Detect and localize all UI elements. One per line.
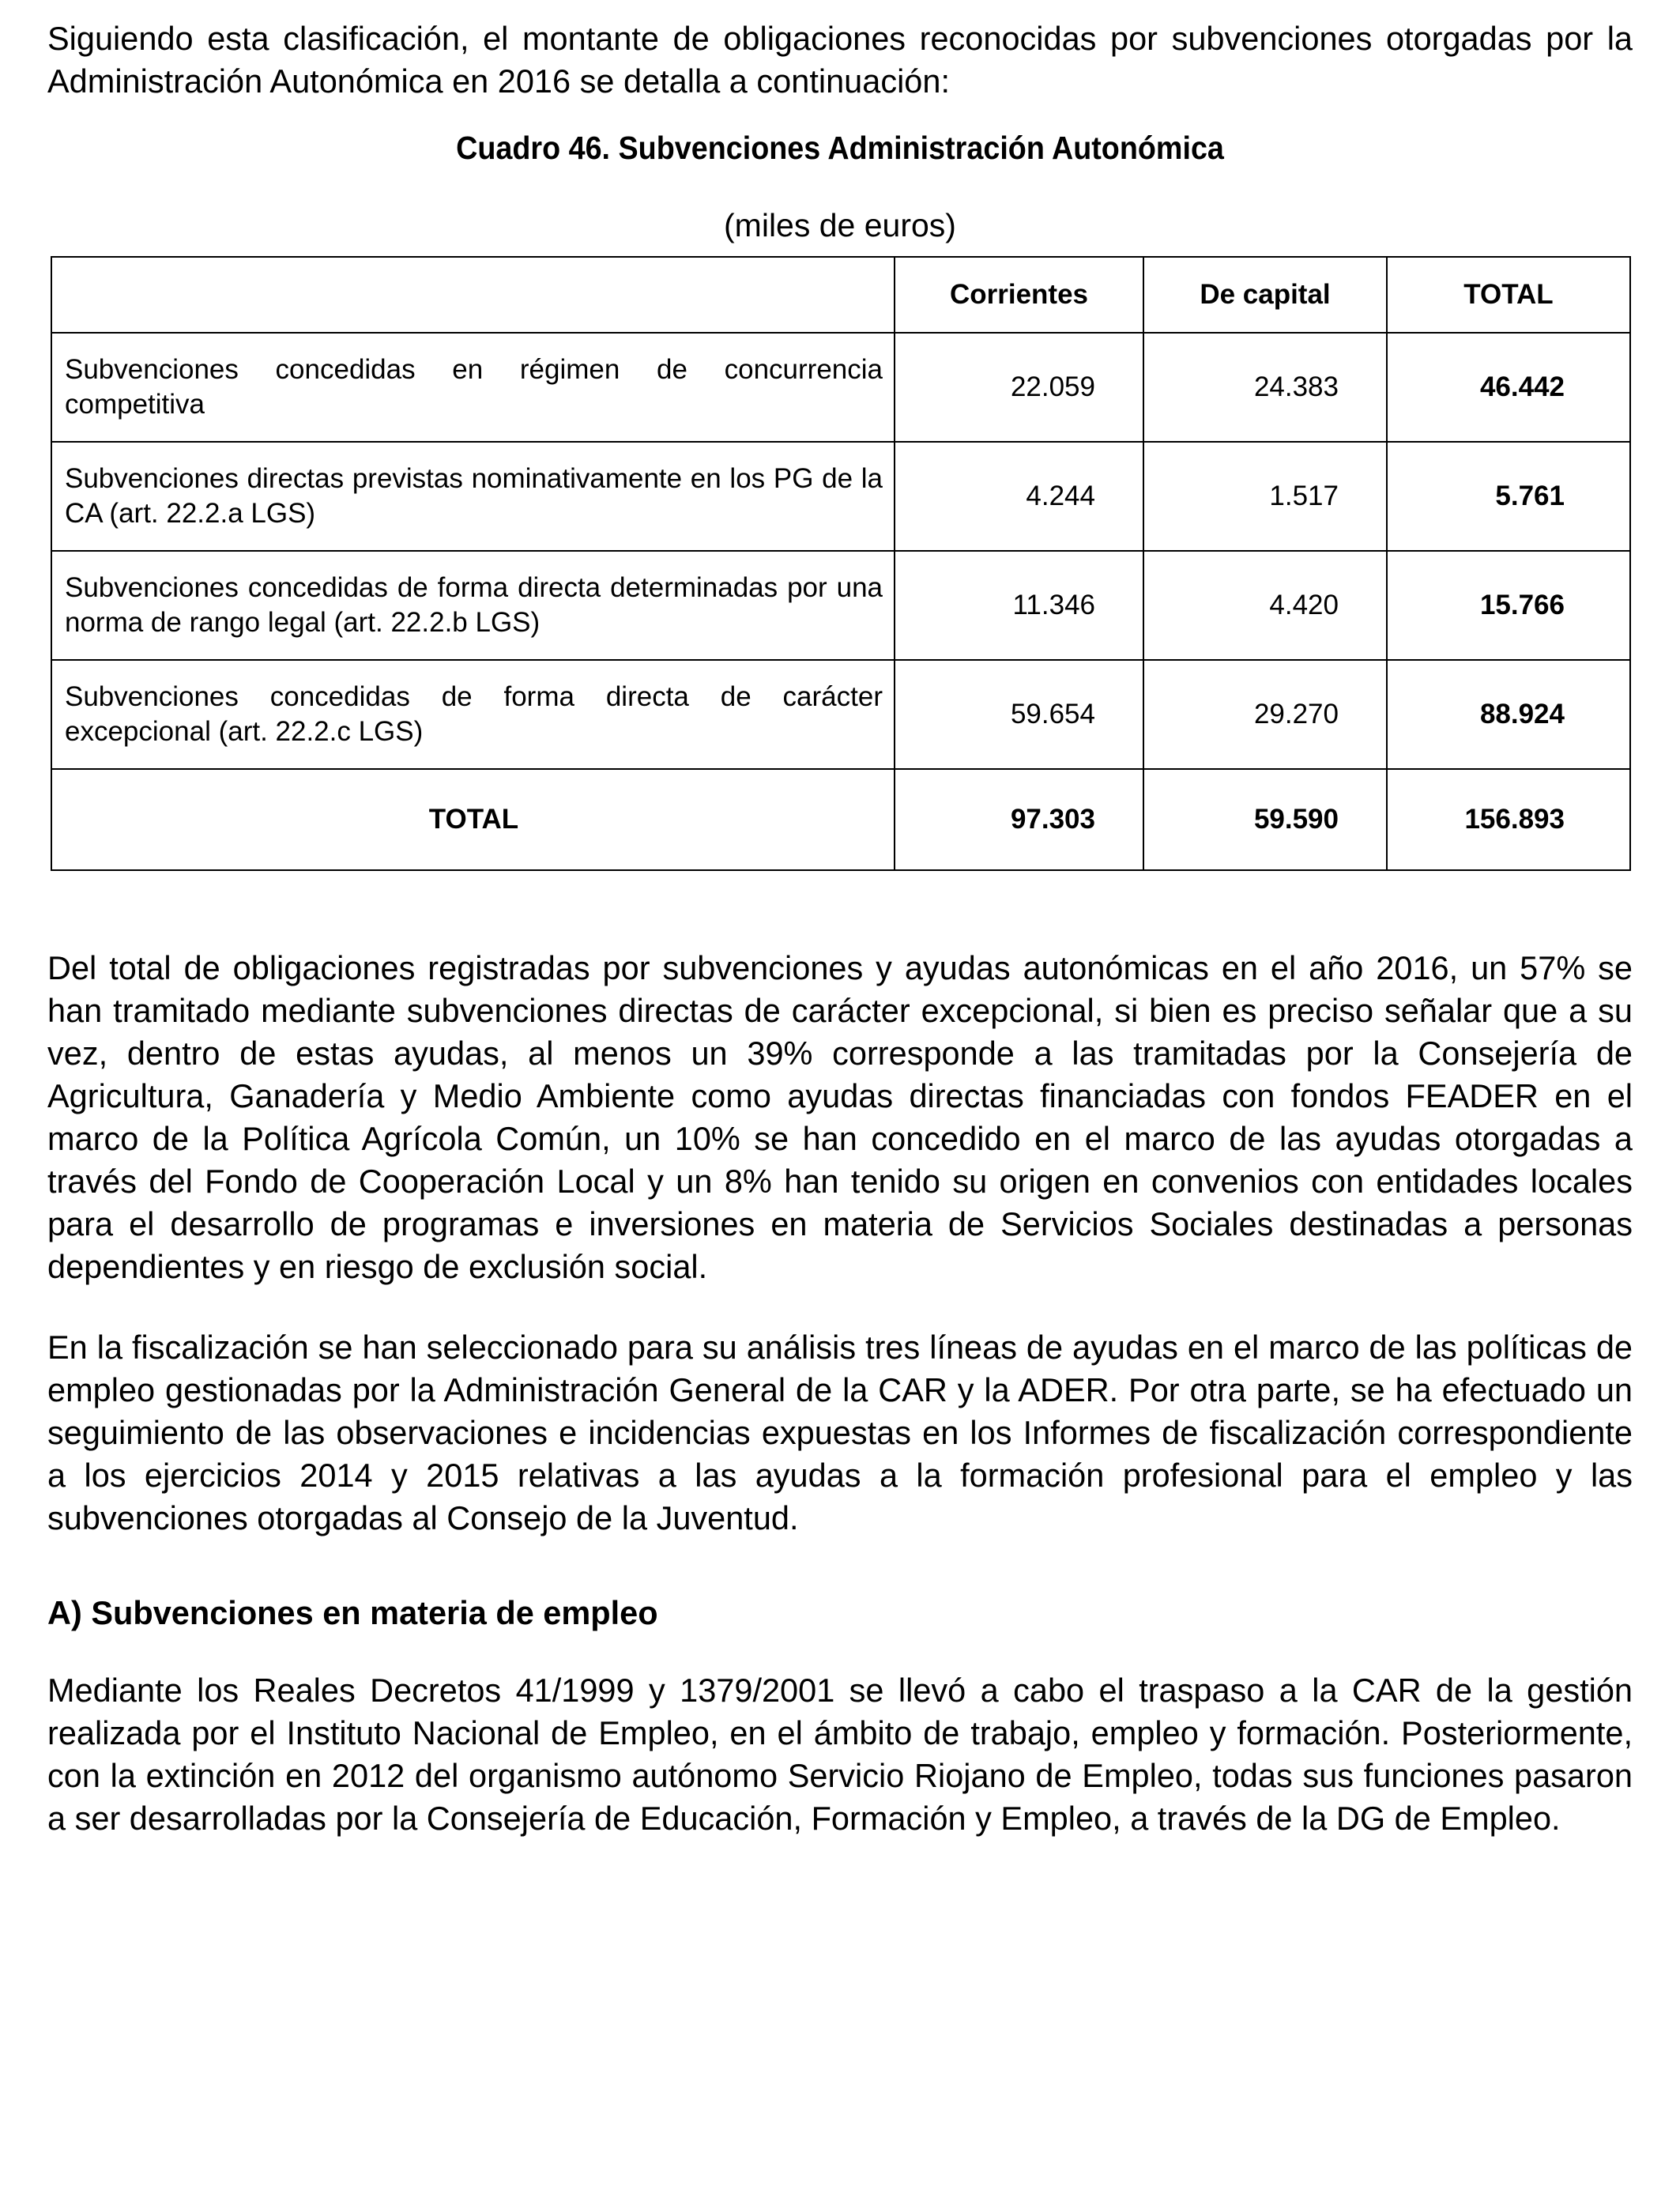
document-page (47, 17, 1633, 1840)
table-title: Cuadro 46. Subvenciones Administración Autonómica (456, 130, 1224, 166)
section-heading-a: A) Subvenciones en materia de empleo (47, 1594, 658, 1631)
table-header-row (51, 257, 1630, 333)
row-capital: 29.270 (1143, 660, 1387, 769)
total-corrientes: 97.303 (895, 769, 1143, 870)
body-paragraph-3: Mediante los Reales Decretos 41/1999 y 1379/2001 se llevó a cabo el traspaso a la CAR de la gestión realizada por el Instituto Nacional de Empleo, en el ámbito de trabajo, empleo y formación. Posteriormente, con la extinción en 2012 del organismo autónomo Servicio Riojano de Empleo, todas sus funciones pasaron a ser desarrolladas por la Consejería de Educación, Formación y Empleo, a través de la DG de Empleo. (47, 1672, 1633, 1837)
row-label: Subvenciones concedidas de forma directa de carácter excepcional (art. 22.2.c LGS) (51, 660, 895, 769)
row-total: 46.442 (1387, 333, 1630, 442)
row-capital: 4.420 (1143, 551, 1387, 660)
row-label: Subvenciones concedidas de forma directa determinadas por una norma de rango legal (art. 22.2.b LGS) (51, 551, 895, 660)
table-row (51, 333, 1630, 442)
row-capital: 1.517 (1143, 442, 1387, 551)
subsidies-table (51, 256, 1631, 871)
row-corrientes: 22.059 (895, 333, 1143, 442)
table-row (51, 551, 1630, 660)
row-label: Subvenciones directas previstas nominativamente en los PG de la CA (art. 22.2.a LGS) (51, 442, 895, 551)
total-capital: 59.590 (1143, 769, 1387, 870)
table-row (51, 660, 1630, 769)
row-corrientes: 4.244 (895, 442, 1143, 551)
row-total: 15.766 (1387, 551, 1630, 660)
total-total: 156.893 (1387, 769, 1630, 870)
table-row (51, 442, 1630, 551)
table-unit: (miles de euros) (724, 207, 956, 243)
header-corrientes: Corrientes (895, 257, 1143, 333)
body-paragraph-2: En la fiscalización se han seleccionado para su análisis tres líneas de ayudas en el marco de las políticas de empleo gestionadas por la Administración General de la CAR y la ADER. Por otra parte, se ha efectuado un seguimiento de las observaciones e incidencias expuestas en los Informes de fiscalización correspondiente a los ejercicios 2014 y 2015 relativas a las ayudas a la formación profesional para el empleo y las subvenciones otorgadas al Consejo de la Juventud. (47, 1329, 1633, 1536)
row-label: Subvenciones concedidas en régimen de concurrencia competitiva (51, 333, 895, 442)
header-total: TOTAL (1387, 257, 1630, 333)
table-total-row (51, 769, 1630, 870)
header-empty (51, 257, 895, 333)
row-total: 5.761 (1387, 442, 1630, 551)
row-corrientes: 11.346 (895, 551, 1143, 660)
row-total: 88.924 (1387, 660, 1630, 769)
row-capital: 24.383 (1143, 333, 1387, 442)
body-paragraph-1: Del total de obligaciones registradas por subvenciones y ayudas autonómicas en el año 2016, un 57% se han tramitado mediante subvenciones directas de carácter excepcional, si bien es preciso señalar que a su vez, dentro de estas ayudas, al menos un 39% corresponde a las tramitadas por la Consejería de Agricultura, Ganadería y Medio Ambiente como ayudas directas financiadas con fondos FEADER en el marco de la Política Agrícola Común, un 10% se han concedido en el marco de las ayudas otorgadas a través del Fondo de Cooperación Local y un 8% han tenido su origen en convenios con entidades locales para el desarrollo de programas e inversiones en materia de Servicios Sociales destinadas a personas dependientes y en riesgo de exclusión social. (47, 949, 1633, 1285)
total-label: TOTAL (51, 769, 895, 870)
header-capital: De capital (1143, 257, 1387, 333)
row-corrientes: 59.654 (895, 660, 1143, 769)
intro-paragraph: Siguiendo esta clasificación, el montante de obligaciones reconocidas por subvenciones otorgadas por la Administración Autonómica en 2016 se detalla a continuación: (47, 20, 1633, 100)
